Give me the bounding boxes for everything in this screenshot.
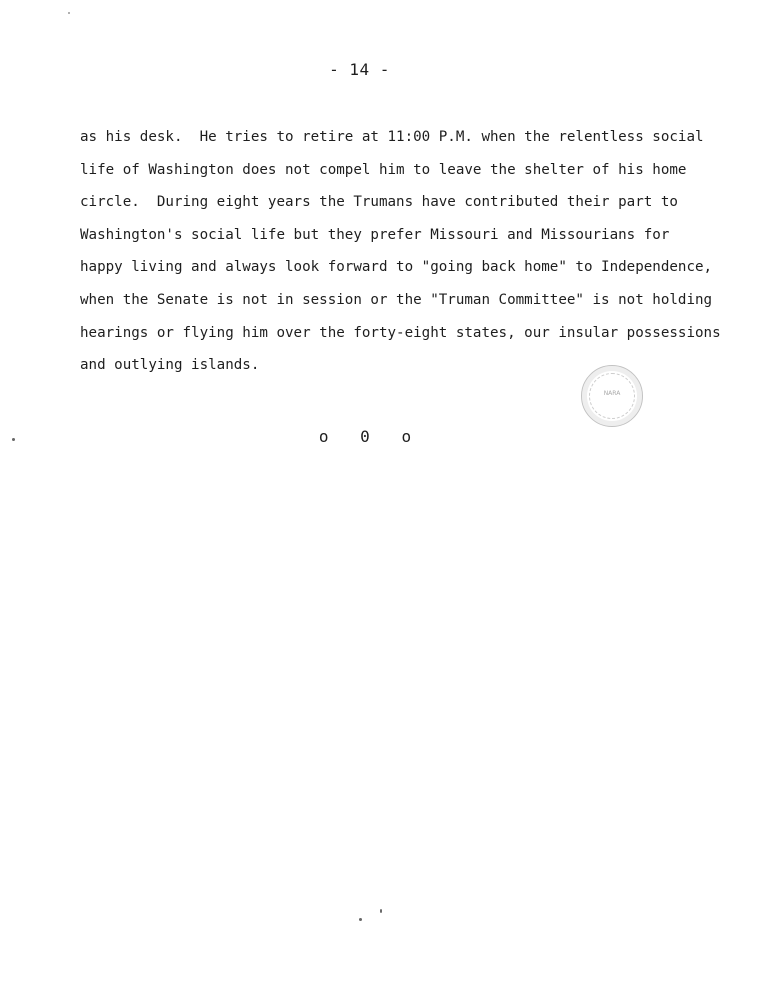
paper-speck <box>68 12 70 14</box>
body-text <box>80 121 721 382</box>
page-number: - 14 - <box>329 60 390 79</box>
text-line: hearings or flying him over the forty-eight states, our insular possessions <box>80 324 721 341</box>
stamp-label: NARA <box>603 390 621 397</box>
paper-speck <box>380 909 382 913</box>
section-separator: o 0 o <box>318 427 412 446</box>
paper-speck <box>359 918 362 921</box>
library-stamp <box>581 365 643 427</box>
text-line: happy living and always look forward to "going back home" to Independence, <box>80 259 713 276</box>
text-line: life of Washington does not compel him to leave the shelter of his home <box>80 161 687 178</box>
paper-speck <box>12 438 15 441</box>
text-line: Washington's social life but they prefer Missouri and Missourians for <box>80 226 670 243</box>
text-line: as his desk. He tries to retire at 11:00 P.M. when the relentless social <box>80 129 704 145</box>
text-line: circle. During eight years the Trumans have contributed their part to <box>80 194 678 211</box>
text-line: when the Senate is not in session or the "Truman Committee" is not holding <box>80 291 713 308</box>
text-line: and outlying islands. <box>80 357 260 374</box>
